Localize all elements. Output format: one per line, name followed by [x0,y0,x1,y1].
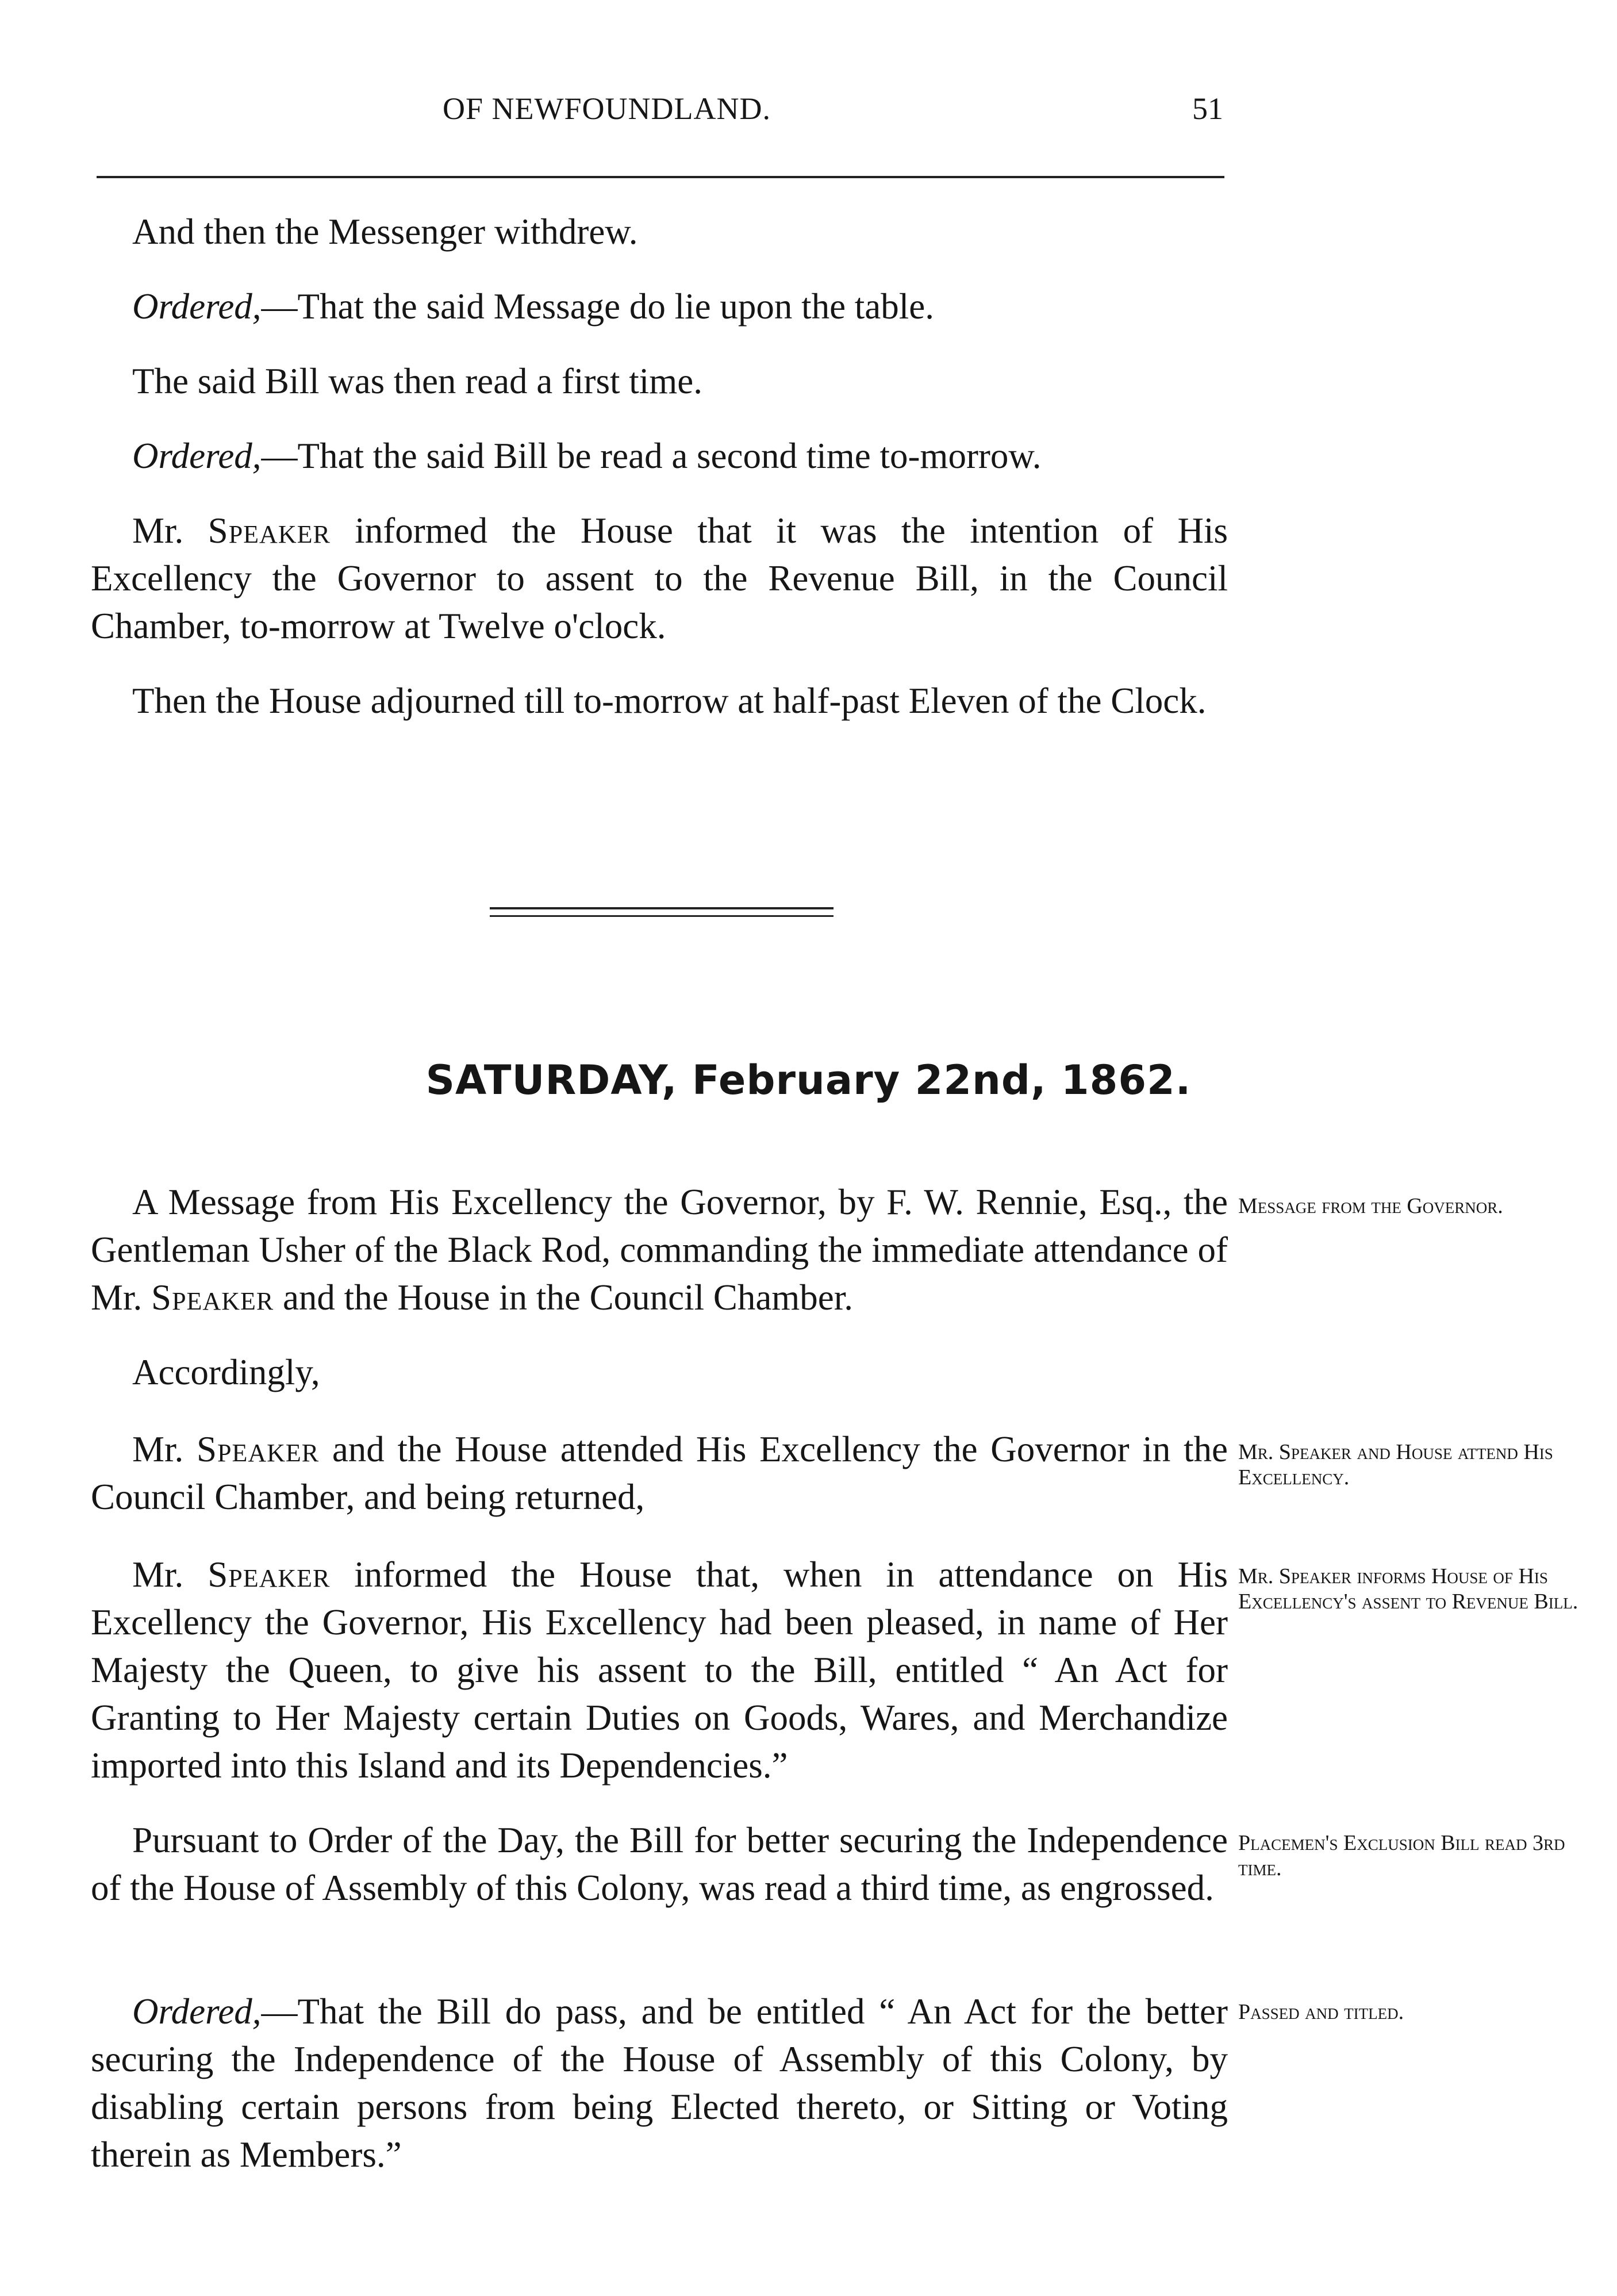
running-head: OF NEWFOUNDLAND. [443,91,771,126]
marginal-note-exclusion-bill: Placemen's Exclusion Bill read 3rd time. [1238,1831,1565,1880]
paragraph-third-reading: Pursuant to Order of the Day, the Bill for better securing the Independence of the House of Assembly of this Colony, was read a third time, as engrossed. [91,1820,1228,1908]
marginal-note-message: Message from the Governor. [1238,1194,1503,1218]
date-heading: SATURDAY, February 22nd, 1862. [425,1057,1192,1104]
paragraph-ordered-message: Ordered,—That the said Message do lie upon the table. [132,286,934,327]
paragraph-ordered-second-reading: Ordered,—That the said Bill be read a second time to-morrow. [132,436,1042,476]
paragraph-first-reading: The said Bill was then read a first time. [132,361,702,401]
paragraph-ordered-pass: Ordered,—That the Bill do pass, and be entitled “ An Act for the better securing the Independence of the House of Assembly of this Colony, by disabling certain persons from being Elected thereto, or Sitting or Voting therein as Members.” [91,1991,1228,2175]
marginal-note-attend: Mr. Speaker and House attend His Excellency. [1238,1440,1553,1489]
page-number: 51 [1192,91,1223,126]
section-separator [490,907,834,917]
paragraph-messenger-withdrew: And then the Messenger withdrew. [132,212,638,252]
paragraph-accordingly: Accordingly, [132,1352,320,1392]
paragraph-message-governor: A Message from His Excellency the Governor, by F. W. Rennie, Esq., the Gentleman Usher of the Black Rod, commanding the immediate attendance of Mr. Speaker and the House in the Council Chamber. [91,1182,1228,1318]
paragraph-speaker-revenue-bill: Mr. Speaker informed the House that it was the intention of His Excellency the Governor to assent to the Revenue Bill, in the Council Chamber, to-morrow at Twelve o'clock. [91,510,1228,646]
header-rule [97,176,1224,178]
paragraph-speaker-attended: Mr. Speaker and the House attended His Excellency the Governor in the Council Chamber, and being returned, [91,1429,1228,1517]
paragraph-speaker-informed-assent: Mr. Speaker informed the House that, when in attendance on His Excellency the Governor, His Excellency had been pleased, in name of Her Majesty the Queen, to give his assent to the Bill, entitled “ An Act for Granting to Her Majesty certain Duties on Goods, Wares, and Merchandize imported into this Island and its Dependencies.” [91,1554,1228,1786]
paragraph-house-adjourned: Then the House adjourned till to-morrow at half-past Eleven of the Clock. [132,681,1207,721]
marginal-note-passed: Passed and titled. [1238,2000,1404,2024]
marginal-note-assent: Mr. Speaker informs House of His Excellency's assent to Revenue Bill. [1238,1564,1578,1614]
